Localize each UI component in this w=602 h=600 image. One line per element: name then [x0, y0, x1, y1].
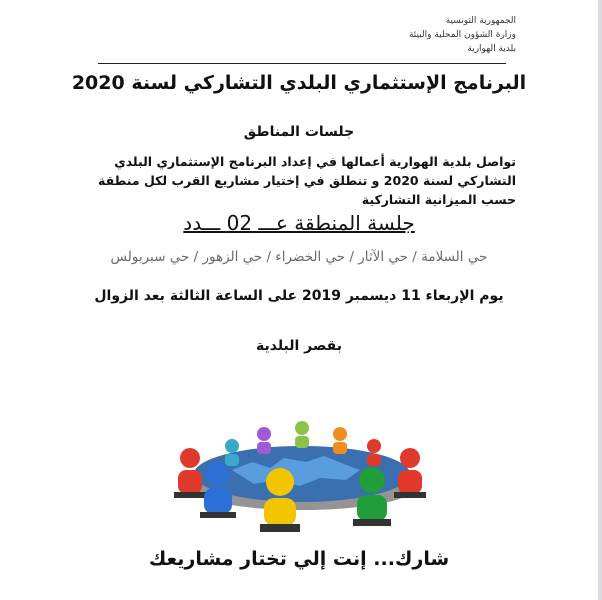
back-figure-3 — [333, 427, 347, 454]
slogan: شارك... إنت إلي تختار مشاريعك — [148, 548, 450, 570]
intro-paragraph: تواصل بلدية الهوارية أعمالها في إعداد البرنامج الإستثماري البلدي التشاركي لسنة 2020 و تنطلق في إختيار مشاريع القرب لكل منطقة حسب الميزانية التشاركية — [98, 154, 516, 207]
back-figure-2 — [295, 421, 309, 448]
meeting-venue: بقصر البلدية — [255, 338, 343, 354]
letterhead — [409, 14, 516, 56]
document-subtitle: جلسات المناطق — [243, 124, 355, 140]
districts-list: حي السلامة / حي الآثار / حي الخضراء / حي الزهور / حي سبربولس — [110, 249, 488, 265]
letterhead-country: الجمهورية التونسية — [445, 16, 516, 26]
letterhead-municipality: بلدية الهوارية — [467, 44, 516, 54]
letterhead-ministry: وزارة الشؤون المحلية والبيئة — [408, 30, 516, 40]
back-figure-1 — [257, 427, 271, 454]
session-heading: جلسة المنطقة عـــ 02 ـــدد — [183, 211, 415, 235]
header-divider — [98, 63, 506, 64]
round-table-illustration — [162, 392, 438, 542]
document-title: البرنامج الإستثماري البلدي التشاركي لسنة 2020 — [71, 72, 527, 94]
meeting-datetime: يوم الإربعاء 11 ديسمبر 2019 على الساعة الثالثة بعد الزوال — [94, 288, 504, 304]
